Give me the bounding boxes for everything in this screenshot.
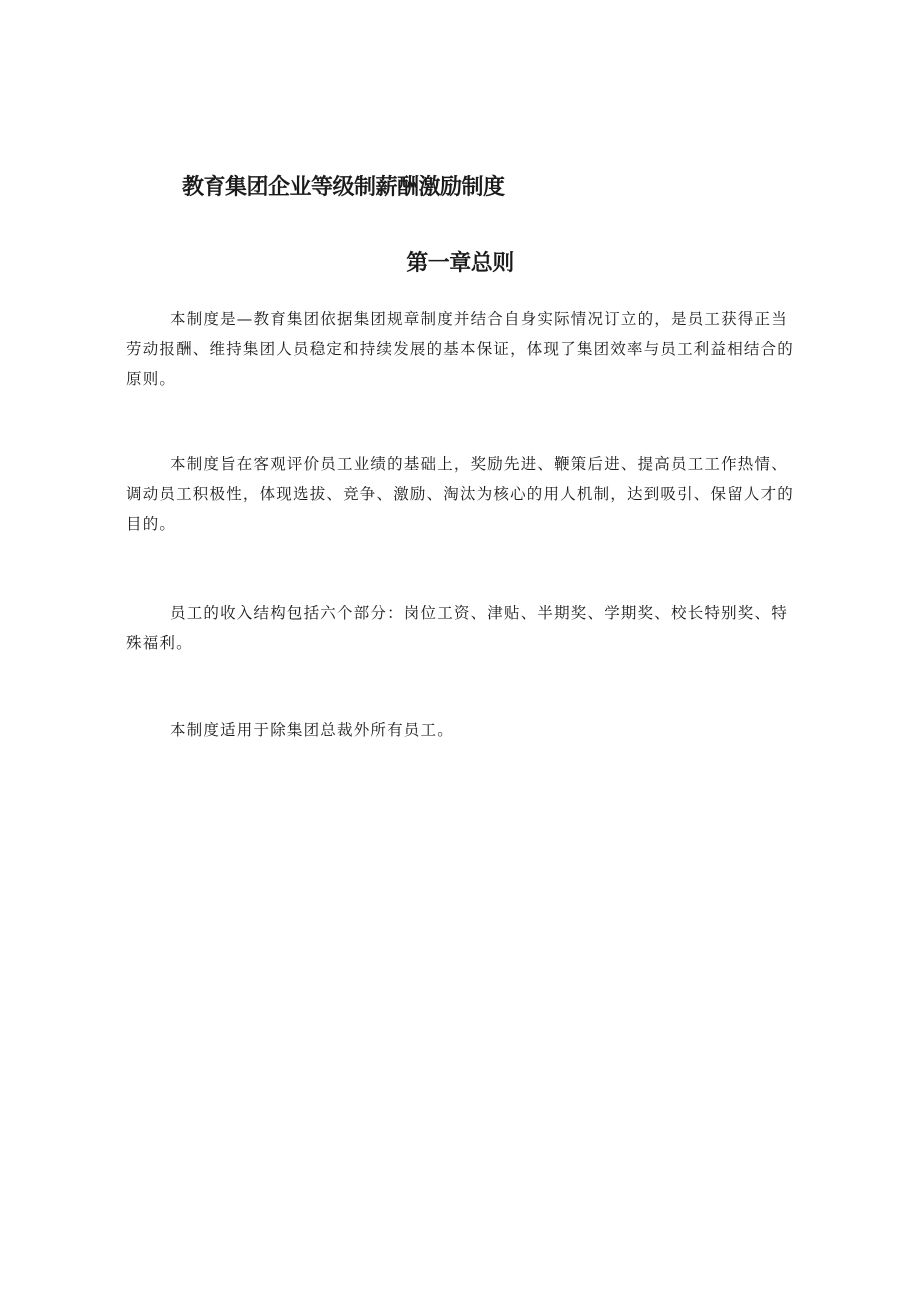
paragraph-purpose: 本制度是—教育集团依据集团规章制度并结合自身实际情况订立的，是员工获得正当劳动报酬、维持集团人员稳定和持续发展的基本保证，体现了集团效率与员工利益相结合的原则。 xyxy=(126,310,795,388)
paragraph-scope: 本制度适用于除集团总裁外所有员工。 xyxy=(170,721,454,739)
paragraph-income-structure: 员工的收入结构包括六个部分：岗位工资、津贴、半期奖、学期奖、校长特别奖、特殊福利。 xyxy=(126,604,788,652)
chapter-heading: 第一章总则 xyxy=(406,251,514,276)
paragraph-objective: 本制度旨在客观评价员工业绩的基础上，奖励先进、鞭策后进、提高员工工作热情、调动员工积极性，体现选拔、竞争、激励、淘汰为核心的用人机制，达到吸引、保留人才的目的。 xyxy=(126,455,795,533)
document-title: 教育集团企业等级制薪酬激励制度 xyxy=(182,175,505,200)
